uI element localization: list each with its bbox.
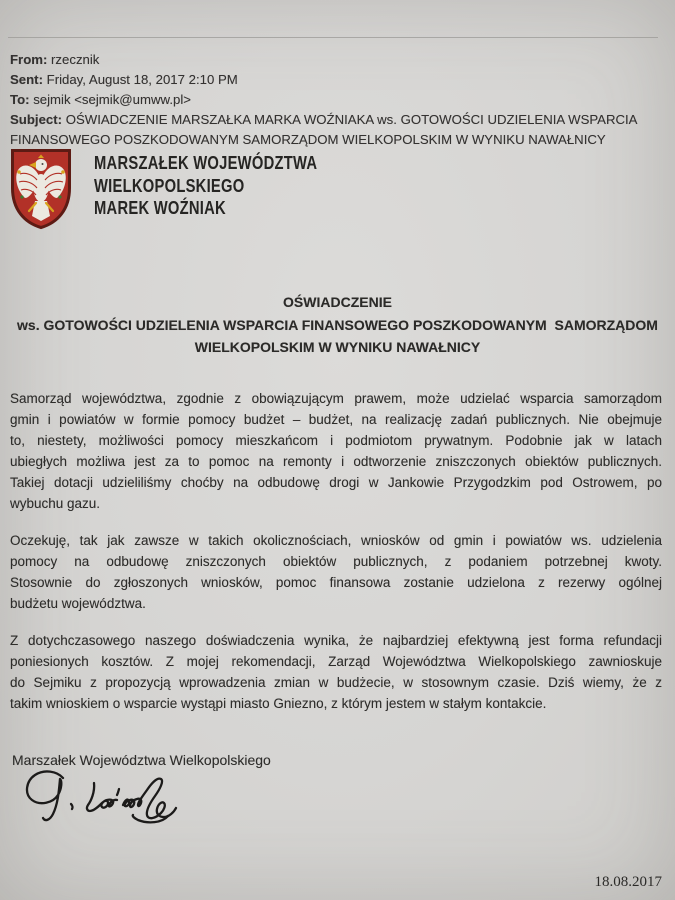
email-header	[10, 50, 660, 150]
body-line: Samorząd województwa, zgodnie z obowiązującym prawem, może udzielać wsparcia samorządom	[10, 391, 662, 406]
email-header-row	[10, 90, 660, 110]
letterhead-text	[94, 152, 317, 220]
letterhead-line: MAREK WOŹNIAK	[94, 198, 226, 218]
email-header-label: Sent:	[10, 72, 43, 87]
title-line: ws. GOTOWOŚCI UDZIELENIA WSPARCIA FINANSOWEGO POSZKODOWANYM SAMORZĄDOM	[17, 316, 658, 333]
date-stamp: 18.08.2017	[594, 874, 662, 890]
body-line: Oczekuję, tak jak zawsze w takich okolicznościach, wniosków od gmin i powiatów ws. udzielenia	[10, 533, 662, 548]
statement-title	[0, 291, 675, 359]
title-line: OŚWIADCZENIE	[283, 294, 392, 310]
body-line: pomocy na odbudowę zniszczonych obiektów publicznych, z podaniem potrzebnej kwoty.	[10, 554, 662, 569]
body-line: ubiegłych możliwa jest za to pomoc na remonty i odtworzenie zniszczonych obiektów publicznych.	[10, 454, 662, 469]
signature-scribble-icon	[16, 770, 211, 832]
body-line: poniesionych kosztów. Z mojej rekomendacji, Zarząd Województwa Wielkopolskiego zawnioskuje	[10, 654, 662, 669]
statement-body	[10, 388, 662, 714]
body-line: do Sejmiku z propozycją wprowadzenia zmian w budżecie, w stosownym czasie. Dziś wiemy, że z	[10, 675, 662, 690]
body-line: to, niestety, możliwości pomocy mieszkańcom i podmiotom prywatnym. Podobnie jak w latach	[10, 433, 662, 448]
letterhead-line: WIELKOPOLSKIEGO	[94, 175, 245, 196]
email-header-row	[10, 50, 660, 70]
email-header-label: To:	[10, 92, 30, 107]
email-header-row	[10, 70, 660, 90]
signatory-role-line: Marszałek Województwa Wielkopolskiego	[12, 752, 271, 768]
coat-of-arms-icon	[10, 148, 72, 230]
paragraph	[10, 530, 662, 614]
body-line: gmin i powiatów w formie pomocy budżet – budżet, na realizację zadań publicznych. Nie obejmuje	[10, 412, 662, 427]
body-line: budżetu województwa.	[10, 596, 146, 611]
email-header-value: sejmik <sejmik@umww.pl>	[29, 92, 191, 107]
letterhead-line: MARSZAŁEK WOJEWÓDZTWA	[94, 153, 318, 173]
title-line: WIELKOPOLSKIM W WYNIKU NAWAŁNICY	[194, 339, 481, 355]
body-line: Stosownie do zgłoszonych wniosków, pomoc finansowa zostanie udzielona z rezerwy ogólnej	[10, 575, 662, 590]
email-header-value: OŚWIADCZENIE MARSZAŁKA MARKA WOŹNIAKA ws. GOTOWOŚCI UDZIELENIA WSPARCIA FINANSOWEGO POSZKODOWANYM SAMORZĄDOM WIELKOPOLSKIM W WYNIKU NAWAŁNICY	[10, 112, 637, 147]
body-line: wybuchu gazu.	[10, 496, 101, 511]
email-header-value: rzecznik	[47, 52, 100, 67]
body-line: Takiej dotacji udzieliliśmy choćby na odbudowę drogi w Jankowie Przygodzkim pod Ostrowem, po	[10, 475, 662, 490]
body-line: takim wnioskiem o wsparcie wystąpi miasto Gniezno, z którym jestem w stałym kontakcie.	[10, 696, 547, 711]
email-header-label: Subject:	[10, 112, 63, 127]
email-header-row	[10, 110, 660, 150]
email-header-value: Friday, August 18, 2017 2:10 PM	[42, 72, 238, 87]
email-header-label: From:	[10, 52, 48, 67]
header-separator-line	[8, 37, 658, 38]
paragraph	[10, 388, 662, 514]
paragraph	[10, 630, 662, 714]
body-line: Z dotychczasowego naszego doświadczenia wynika, że najbardziej efektywną jest forma refundacji	[10, 633, 662, 648]
